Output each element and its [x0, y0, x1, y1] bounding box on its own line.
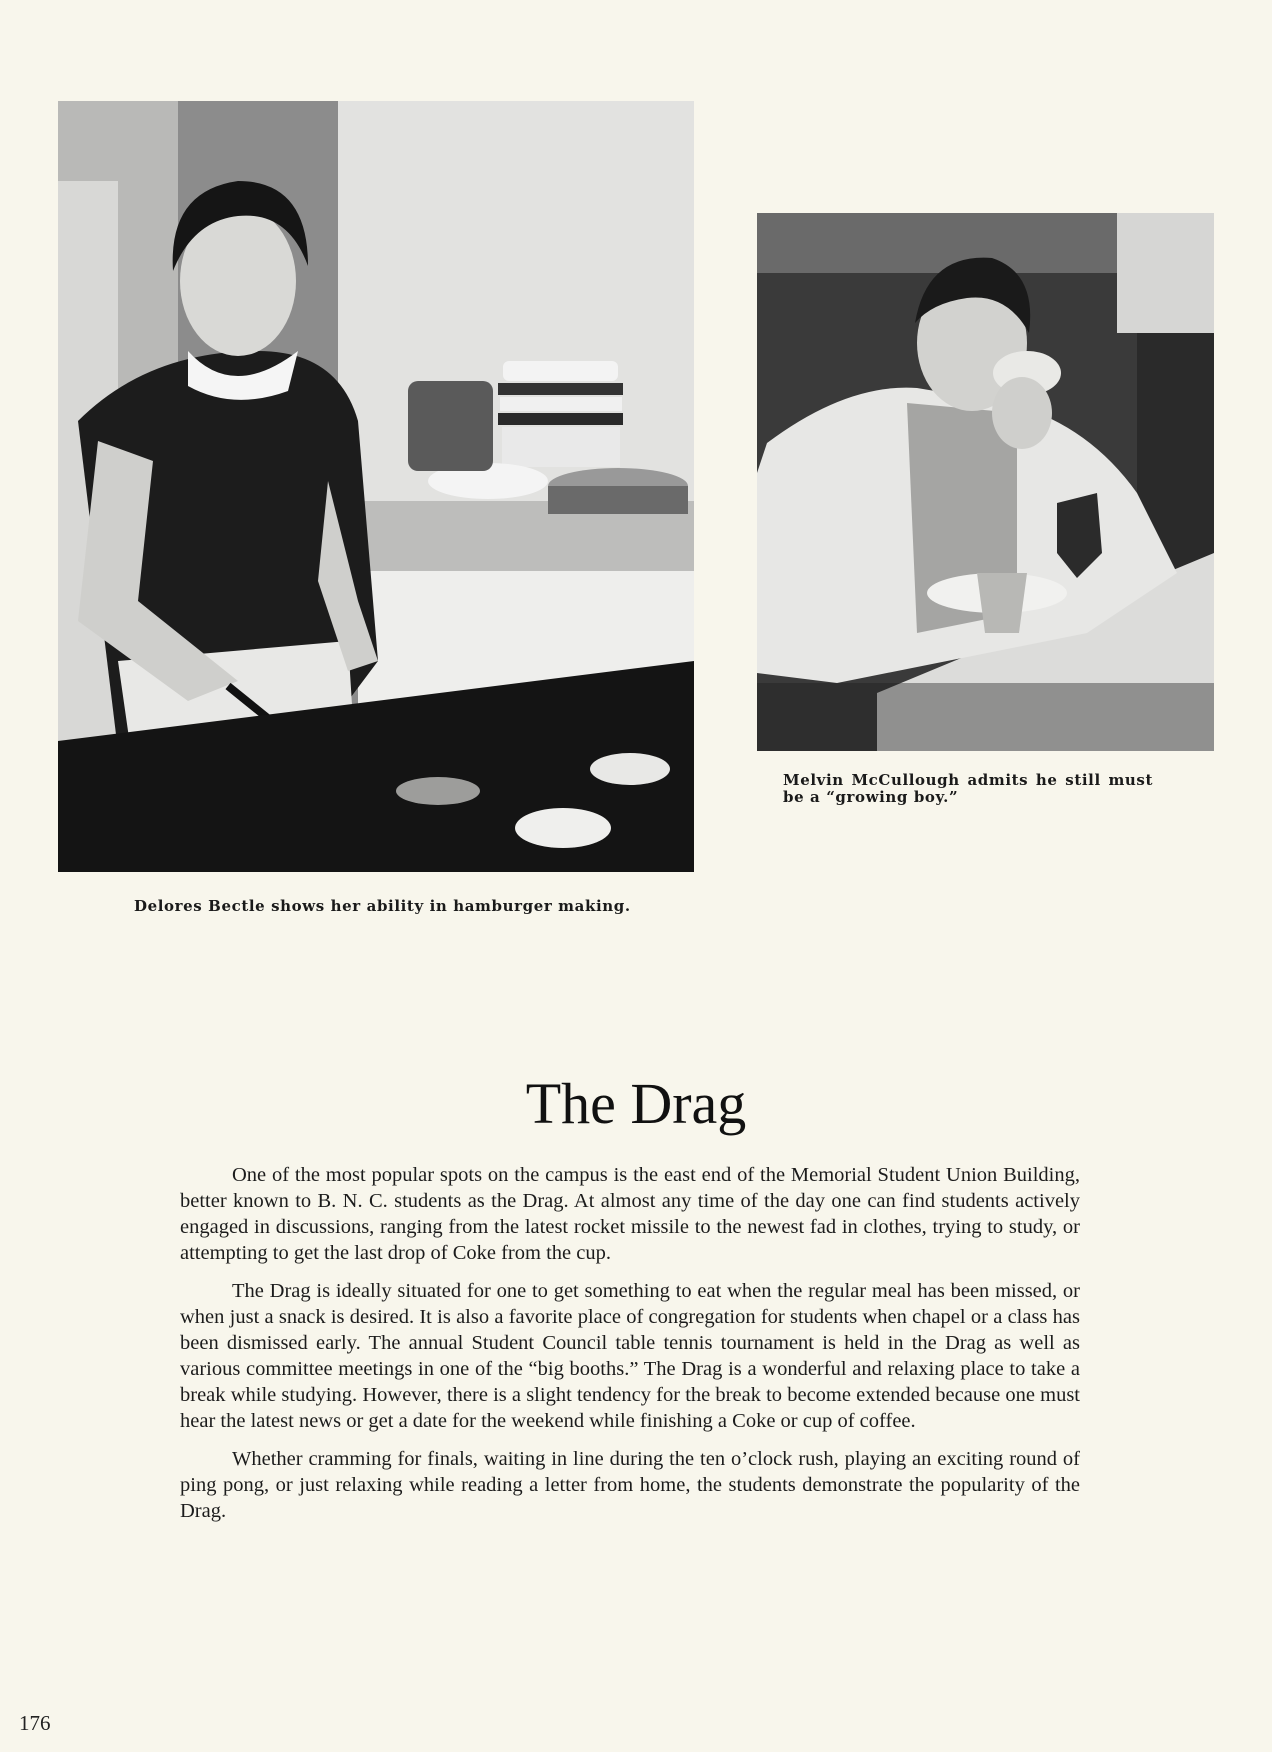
article-paragraph: One of the most popular spots on the campus is the east end of the Memorial Student Union Building, better known to B. N. C. students as the Drag. At almost any time of the day one can find students actively engaged in discussions, ranging from the latest rocket missile to the newest fad in clothes, trying to study, or attempting to get the last drop of Coke from the cup.	[180, 1164, 1080, 1264]
student-eating-sandwich-icon	[757, 213, 1214, 751]
article-paragraph: The Drag is ideally situated for one to get something to eat when the regular meal has been missed, or when just a snack is desired. It is also a favorite place of congregation for students when chapel or a class has been dismissed early. The annual Student Council table tennis tournament is held in the Drag as well as various committee meetings in one of the “big booths.” The Drag is a wonderful and relaxing place to take a break while studying. However, there is a slight tendency for the break to become extended because one must hear the latest news or get a date for the weekend while finishing a Coke or cup of coffee.	[180, 1280, 1080, 1432]
article-body	[180, 1162, 1080, 1536]
caption-growing-boy: Melvin McCullough admits he still must be a “growing boy.”	[783, 771, 1153, 806]
page-title: The Drag	[525, 1071, 747, 1136]
photo-hamburger-making	[58, 101, 694, 872]
photo-growing-boy	[757, 213, 1214, 751]
woman-cooking-hamburgers-icon	[58, 101, 694, 872]
caption-hamburger-making: Delores Bectle shows her ability in hamburger making.	[134, 897, 631, 915]
page-number: 176	[19, 1711, 51, 1735]
article-paragraph: Whether cramming for finals, waiting in line during the ten o’clock rush, playing an exciting round of ping pong, or just relaxing while reading a letter from home, the students demonstrate the popularity of the Drag.	[180, 1448, 1080, 1522]
